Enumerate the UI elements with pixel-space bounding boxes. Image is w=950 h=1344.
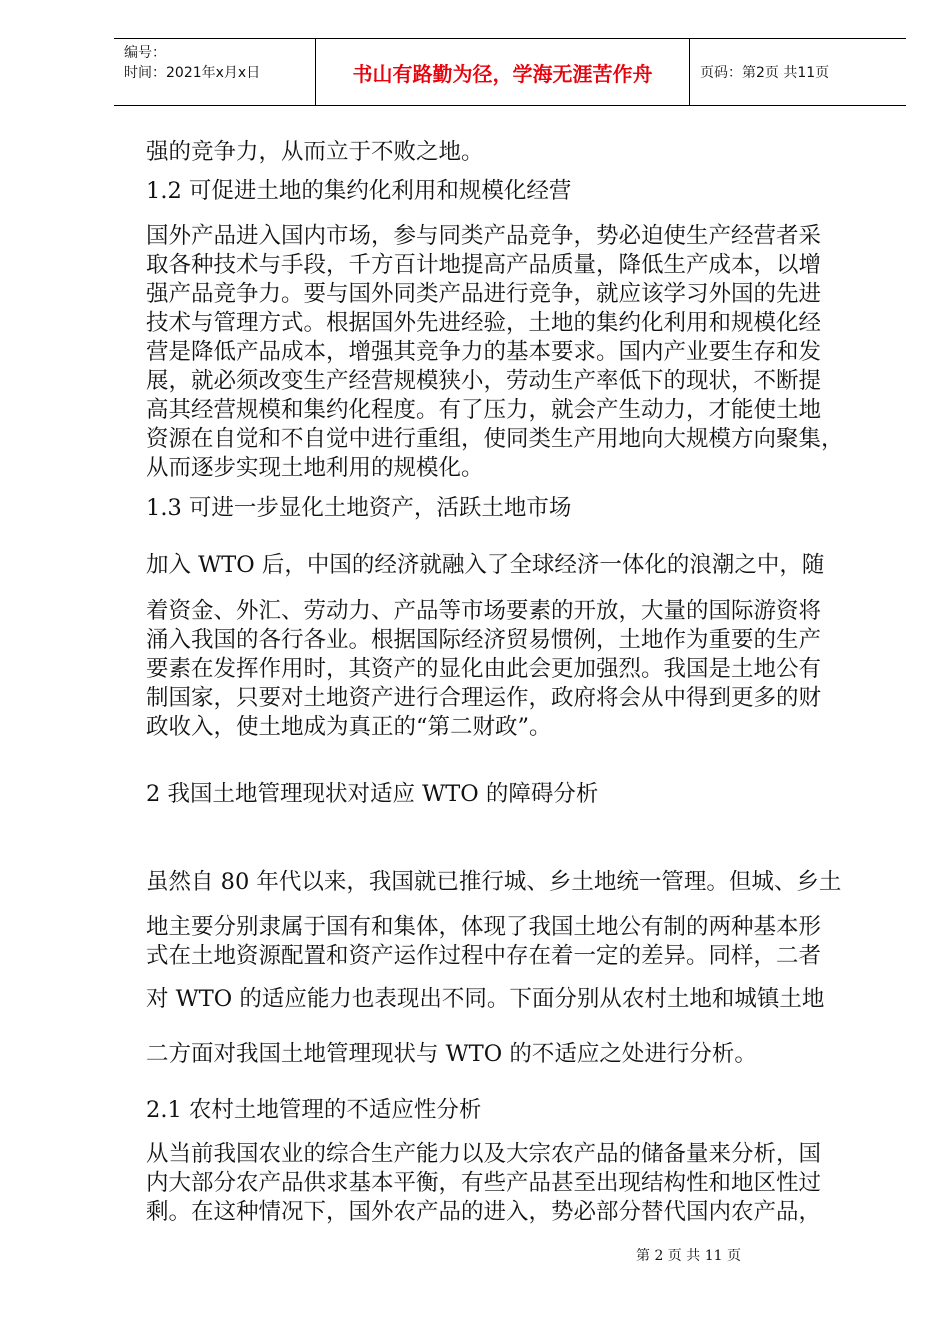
text-line: 资源在自觉和不自觉中进行重组，使同类生产用地向大规模方向聚集， <box>146 426 844 452</box>
text-line: 地主要分别隶属于国有和集体，体现了我国土地公有制的两种基本形 <box>146 914 822 940</box>
header-meta <box>114 39 316 105</box>
page-header <box>114 38 906 106</box>
text-line: 二方面对我国土地管理现状与 WTO 的不适应之处进行分析。 <box>146 1041 757 1067</box>
text-line: 内大部分农产品供求基本平衡，有些产品甚至出现结构性和地区性过 <box>146 1170 822 1196</box>
text-line: 制国家，只要对土地资产进行合理运作，政府将会从中得到更多的财 <box>146 685 822 711</box>
page-footer: 第 2 页 共 11 页 <box>636 1248 741 1264</box>
document-time-label: 时间：2021年x月x日 <box>124 65 261 81</box>
document-number-label: 编号： <box>124 45 166 61</box>
section-heading: 1.2 可促进土地的集约化利用和规模化经营 <box>146 178 572 204</box>
text-line: 国外产品进入国内市场，参与同类产品竞争，势必迫使生产经营者采 <box>146 223 822 249</box>
text-line: 从当前我国农业的综合生产能力以及大宗农产品的储备量来分析，国 <box>146 1141 822 1167</box>
text-line: 加入 WTO 后，中国的经济就融入了全球经济一体化的浪潮之中，随 <box>146 552 825 578</box>
text-line: 强产品竞争力。要与国外同类产品进行竞争，就应该学习外国的先进 <box>146 281 822 307</box>
text-line: 高其经营规模和集约化程度。有了压力，就会产生动力，才能使土地 <box>146 397 822 423</box>
header-page-info: 页码：第2页 共11页 <box>700 65 830 81</box>
header-motto: 书山有路勤为径，学海无涯苦作舟 <box>316 39 690 105</box>
text-line: 对 WTO 的适应能力也表现出不同。下面分别从农村土地和城镇土地 <box>146 986 825 1012</box>
text-line: 剩。在这种情况下，国外农产品的进入，势必部分替代国内农产品， <box>146 1199 822 1225</box>
text-line: 从而逐步实现土地利用的规模化。 <box>146 455 484 481</box>
text-line: 式在土地资源配置和资产运作过程中存在着一定的差异。同样，二者 <box>146 943 822 969</box>
section-heading: 1.3 可进一步显化土地资产，活跃土地市场 <box>146 495 572 521</box>
section-heading: 2.1 农村土地管理的不适应性分析 <box>146 1097 482 1123</box>
text-line: 展，就必须改变生产经营规模狭小，劳动生产率低下的现状，不断提 <box>146 368 822 394</box>
text-line: 着资金、外汇、劳动力、产品等市场要素的开放，大量的国际游资将 <box>146 598 822 624</box>
text-line: 营是降低产品成本，增强其竞争力的基本要求。国内产业要生存和发 <box>146 339 822 365</box>
text-line: 虽然自 80 年代以来，我国就已推行城、乡土地统一管理。但城、乡土 <box>146 869 842 895</box>
text-line: 技术与管理方式。根据国外先进经验，土地的集约化利用和规模化经 <box>146 310 822 336</box>
text-line: 政收入，使土地成为真正的“第二财政”。 <box>146 714 552 740</box>
text-line: 要素在发挥作用时，其资产的显化由此会更加强烈。我国是土地公有 <box>146 656 822 682</box>
text-line: 涌入我国的各行各业。根据国际经济贸易惯例，土地作为重要的生产 <box>146 627 822 653</box>
text-line: 强的竞争力，从而立于不败之地。 <box>146 139 484 165</box>
text-line: 取各种技术与手段，千方百计地提高产品质量，降低生产成本，以增 <box>146 252 822 278</box>
section-heading: 2 我国土地管理现状对适应 WTO 的障碍分析 <box>146 781 599 807</box>
